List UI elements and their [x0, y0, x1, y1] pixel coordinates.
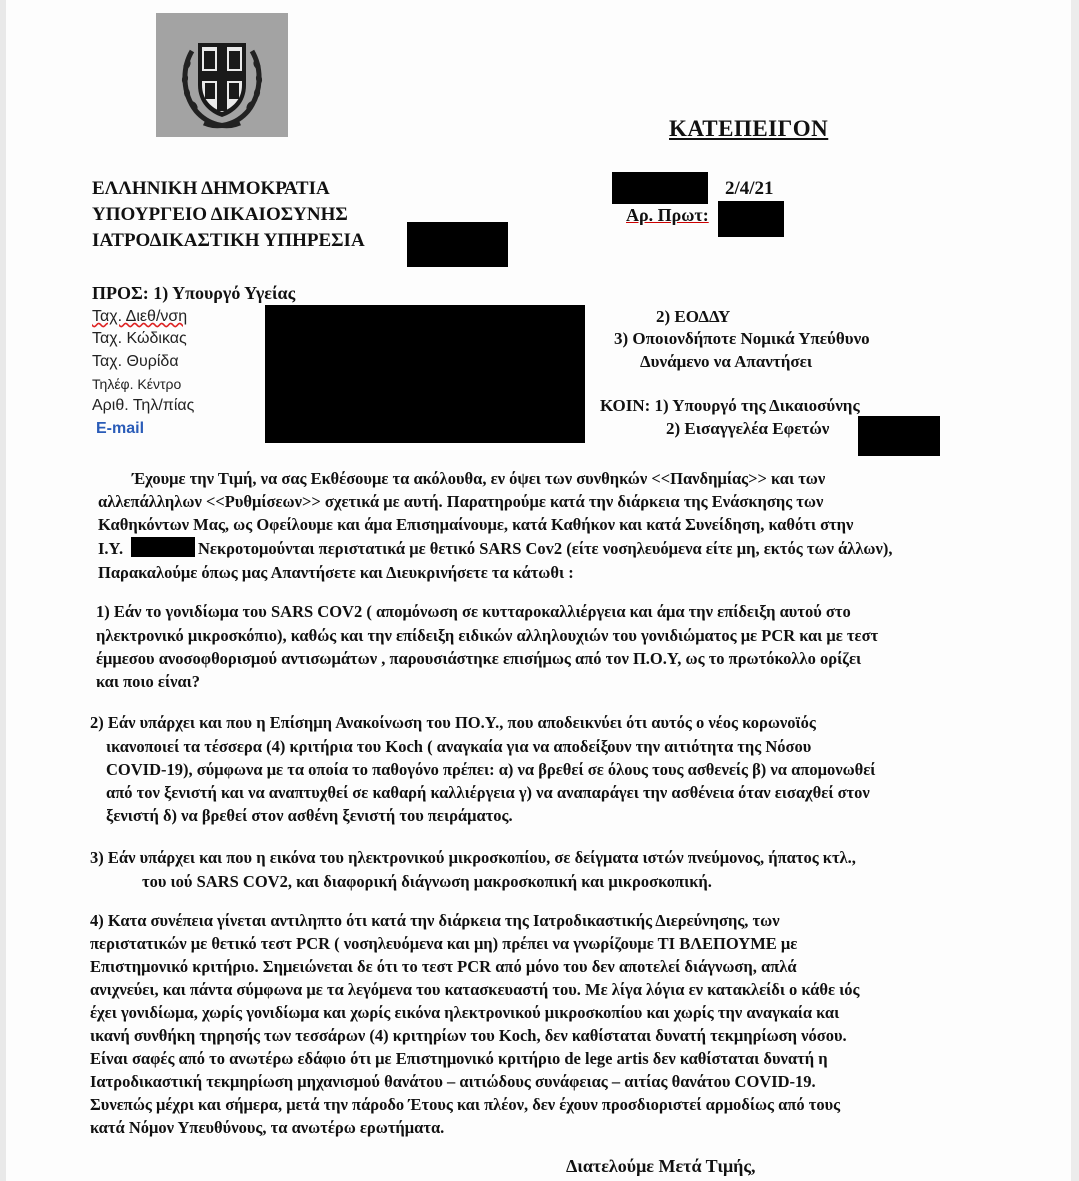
redaction-block: [407, 222, 508, 267]
intro-line-4b: Νεκροτομούνται περιστατικά με θετικό SARS Cov2 (είτε νοσηλευόμενα είτε μη, εκτός των άλλων),: [198, 539, 893, 558]
header-ministry: ΥΠΟΥΡΓΕΙΟ ΔΙΚΑΙΟΣΥΝΗΣ: [92, 204, 348, 225]
label-email: E-mail: [96, 420, 145, 437]
q2-line-4: από τον ξενιστή και να αναπτυχθεί σε καθαρή καλλιέργεια γ) να αναπαράγει την ασθένεια όταν εισαχθεί στον: [106, 783, 870, 802]
scan-edge-right: [1071, 0, 1079, 1181]
q1-line-1: 1) Εάν το γονιδίωμα του SARS COV2 ( απομόνωση σε κυτταροκαλλιέργεια και άμα την επίδειξη αυτού στο: [96, 602, 851, 621]
intro-line-3: Καθηκόντων Μας, ως Οφείλουμε και άμα Επισημαίνουμε, κατά Καθήκον και κατά Συνείδηση, καθότι στην: [98, 515, 854, 534]
q4-line-2: περιστατικών με θετικό τεστ PCR ( νοσηλευόμενα και μη) πρέπει να γνωρίζουμε ΤΙ ΒΛΕΠΟΥΜΕ με: [90, 934, 798, 953]
q4-line-5: έχει γονιδίωμα, χωρίς γονιδίωμα και χωρίς εικόνα ηλεκτρονικού μικροσκοπίου και χωρίς την αναγκαία και: [90, 1003, 840, 1022]
document-date: 2/4/21: [725, 178, 774, 199]
header-republic: ΕΛΛΗΝΙΚΗ ΔΗΜΟΚΡΑΤΙΑ: [92, 178, 330, 199]
q4-line-10: κατά Νόμον Υπευθύνους, τα ανωτέρω ερωτήματα.: [90, 1118, 445, 1137]
q1-line-4: και ποιο είναι?: [96, 672, 201, 691]
q3-line-1: 3) Εάν υπάρχει και που η εικόνα του ηλεκτρονικού μικροσκοπίου, σε δείγματα ιστών πνεύμονος, ήπατος κτλ.,: [90, 848, 856, 867]
intro-line-1: Έχουμε την Τιμή, να σας Εκθέσουμε τα ακόλουθα, εν όψει των συνθηκών <<Πανδημίας>> και των: [132, 469, 826, 488]
label-address: [92, 308, 187, 326]
q2-line-1: 2) Εάν υπάρχει και που η Επίσημη Ανακοίνωση του ΠΟ.Υ., που αποδεικνύει ότι αυτός ο νέος κορωνοϊός: [90, 713, 816, 732]
q4-line-1: 4) Κατα συνέπεια γίνεται αντιληπτο ότι κατά την διάρκεια της Ιατροδικαστικής Διερεύνησης, των: [90, 911, 780, 930]
scan-edge-left: [0, 0, 6, 1181]
recipient-koin-1: ΚΟΙΝ: 1) Υπουργό της Δικαιοσύνης: [600, 396, 860, 415]
urgent-title: ΚΑΤΕΠΕΙΓΟΝ: [669, 116, 829, 141]
recipient-to-1: ΠΡΟΣ: 1) Υπουργό Υγείας: [92, 283, 296, 303]
q1-line-3: έμμεσου ανοσοφθορισμού αντισωμάτων , παρουσιάστηκε επισήμως από τον Π.Ο.Υ, ως το πρωτόκολλο ορίζει: [96, 649, 862, 668]
intro-line-5: Παρακαλούμε όπως μας Απαντήσετε και Διευκρινήσετε τα κάτωθι :: [98, 563, 574, 582]
q4-line-4: ανιχνεύει, και πάντα σύμφωνα με τα λεγόμενα του κατασκευαστή του. Με λίγα λόγια εν κατακλείδι ο κάθε ιός: [90, 980, 860, 999]
recipient-koin-2: 2) Εισαγγελέα Εφετών: [666, 419, 830, 438]
greek-coat-of-arms-icon: [156, 13, 288, 137]
q3-line-2: του ιού SARS COV2, και διαφορική διάγνωση μακροσκοπική και μικροσκοπική.: [142, 872, 712, 891]
q2-line-3: COVID-19), σύμφωνα με τα οποία το παθογόνο πρέπει: α) να βρεθεί σε όλους τους ασθενείς β) να απομονωθεί: [106, 760, 876, 779]
redaction-block: [265, 305, 585, 443]
q2-line-2: ικανοποιεί τα τέσσερα (4) κριτήρια του Koch ( αναγκαία για να αποδείξουν την αιτιότητα της Νόσου: [106, 737, 812, 756]
intro-line-4a: Ι.Υ.: [98, 539, 124, 558]
header-service: ΙΑΤΡΟΔΙΚΑΣΤΙΚΗ ΥΠΗΡΕΣΙΑ: [92, 230, 365, 251]
q4-line-6: ικανή συνθήκη τηρησής των τεσσάρων (4) κριτηρίων του Koch, δεν καθίσταται δυνατή τεκμηρίωση νόσου.: [90, 1026, 847, 1045]
recipient-to-3-line2: Δυνάμενο να Απαντήσει: [640, 352, 813, 371]
redaction-block: [131, 537, 195, 557]
protocol-label-text: Αρ. Πρωτ:: [626, 205, 709, 225]
q4-line-9: Συνεπώς μέχρι και σήμερα, μετά την πάροδο Έτους και πλέον, δεν έχουν προσδιοριστεί αρμοδίως από τους: [90, 1095, 841, 1114]
redaction-block: [718, 201, 784, 237]
intro-line-2: αλλεπάλληλων <<Ρυθμίσεων>> σχετικά με αυτή. Παρατηρούμε κατά την διάρκεια της Ενάσκησης των: [98, 492, 824, 511]
q4-line-8: Ιατροδικαστική τεκμηρίωση μηχανισμού θανάτου – αιτιώδους συνάφειας – αιτίας θανάτου COVID-19.: [90, 1072, 816, 1091]
label-pobox: Ταχ. Θυρίδα: [92, 353, 179, 370]
label-phone: Τηλέφ. Κέντρο: [92, 376, 182, 392]
redaction-block: [858, 416, 940, 456]
label-postcode: Ταχ. Κώδικας: [92, 330, 187, 347]
protocol-number-label: [626, 205, 709, 226]
label-fax: Αριθ. Τηλ/πίας: [92, 397, 195, 414]
q2-line-5: ξενιστή δ) να βρεθεί στον ασθένη ξενιστή του πειράματος.: [106, 806, 513, 825]
closing-signature: Διατελούμε Μετά Τιμής,: [566, 1156, 756, 1176]
label-address-text: Ταχ. Διεθ/νση: [92, 308, 188, 325]
q4-line-7: Είναι σαφές από το ανωτέρω εδάφιο ότι με Επιστημονικό κριτήριο de lege artis δεν καθίσταται δυνατή η: [90, 1049, 828, 1068]
q1-line-2: ηλεκτρονικό μικροσκόπιο), καθώς και την επίδειξη ειδικών αλληλουχιών του γονιδιώματος με PCR και με τεστ: [96, 626, 879, 645]
redaction-block: [612, 172, 708, 204]
q4-line-3: Επιστημονικό κριτήριο. Σημειώνεται δε ότι το τεστ PCR από μόνο του δεν αποτελεί διάγνωση, απλά: [90, 957, 797, 976]
recipient-to-2: 2) ΕΟΔΔΥ: [656, 307, 731, 326]
recipient-to-3-line1: 3) Οποιονδήποτε Νομικά Υπεύθυνο: [614, 329, 870, 348]
